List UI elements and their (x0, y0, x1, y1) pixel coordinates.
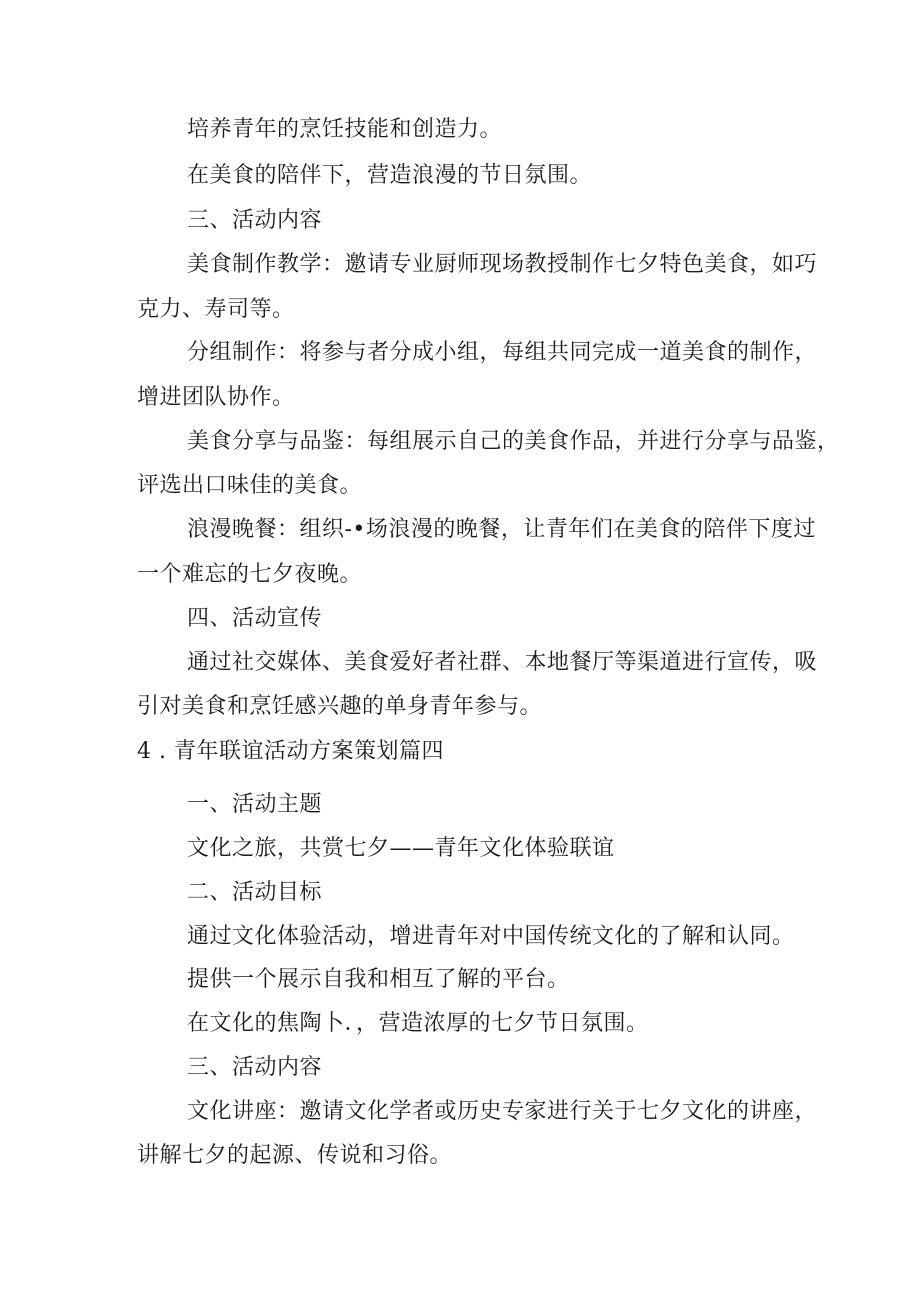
paragraph-line: 增进团队协作。 (137, 385, 295, 410)
chapter-heading: 4 . 青年联谊活动方案策划篇四 (137, 739, 444, 764)
paragraph-line: 文化讲座：邀请文化学者或历史专家进行关于七夕文化的讲座， (187, 1099, 818, 1124)
paragraph-line: 一个难忘的七夕夜晚。 (137, 562, 363, 587)
section-heading: 一、活动主题 (187, 792, 323, 817)
section-heading: 二、活动目标 (187, 880, 323, 905)
paragraph-line: 文化之旅，共赏七夕——青年文化体验联谊 (187, 836, 615, 861)
section-heading: 三、活动内容 (187, 208, 323, 233)
paragraph-line: 培养青年的烹饪技能和创造力。 (187, 117, 503, 142)
paragraph-line: 提供一个展示自我和相互了解的平台。 (187, 967, 570, 992)
paragraph-line: 在美食的陪伴下，营造浪漫的节日氛围。 (187, 163, 593, 188)
paragraph-line: 通过社交媒体、美食爱好者社群、本地餐厅等渠道进行宣传，吸 (187, 650, 818, 675)
paragraph-line: 浪漫晚餐：组织-•场浪漫的晚餐，让青年们在美食的陪伴下度过 (187, 517, 816, 542)
paragraph-line: 评选出口味佳的美食。 (137, 473, 363, 498)
paragraph-line: 讲解七夕的起源、传说和习俗。 (137, 1143, 453, 1168)
paragraph-line: 引对美食和烹饪感兴趣的单身青年参与。 (137, 694, 543, 719)
paragraph-line: 克力、寿司等。 (137, 297, 295, 322)
paragraph-line: 通过文化体验活动，增进青年对中国传统文化的了解和认同。 (187, 924, 795, 949)
section-heading: 三、活动内容 (187, 1055, 323, 1080)
section-heading: 四、活动宣传 (187, 606, 323, 631)
paragraph-line: 在文化的焦陶卜．，营造浓厚的七夕节日氛围。 (187, 1011, 649, 1036)
paragraph-line: 分组制作：将参与者分成小组，每组共同完成一道美食的制作， (187, 340, 818, 365)
paragraph-line: 美食分享与品鉴：每组展示自己的美食作品，并进行分享与品鉴， (187, 429, 840, 454)
paragraph-line: 美食制作教学：邀请专业厨师现场教授制作七夕特色美食，如巧 (187, 252, 818, 277)
